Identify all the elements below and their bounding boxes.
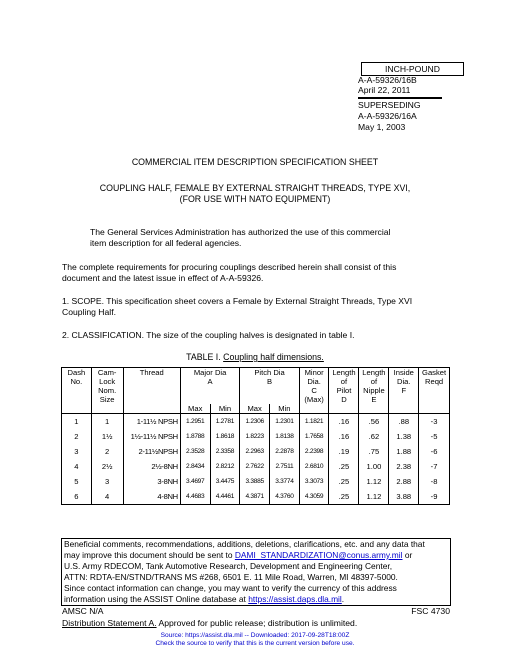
table-cell: 4.3871 <box>240 489 270 505</box>
table-cell: -7 <box>419 459 450 474</box>
document-date: April 22, 2011 <box>358 85 411 95</box>
table-cell: 4 <box>62 459 92 474</box>
major-max-label: Max <box>180 404 210 414</box>
table-cell: 2.38 <box>389 459 419 474</box>
table-cell: 4.3059 <box>299 489 329 505</box>
table-cell: 3.4475 <box>210 474 240 489</box>
table-subheader-row <box>62 404 450 414</box>
header-nipple: Length of Nipple E <box>359 368 389 405</box>
table-cell: 1.2301 <box>270 414 300 430</box>
table-cell: 4.3760 <box>270 489 300 505</box>
header-minor: Minor Dia. C (Max) <box>299 368 329 405</box>
superseded-date: May 1, 2003 <box>358 122 406 132</box>
table-cell: 1½-11½ NPSH <box>123 429 180 444</box>
table-cell: .25 <box>329 489 359 505</box>
table-cell: 2.8434 <box>180 459 210 474</box>
table-header-row <box>62 368 450 405</box>
table-cell: 2.2878 <box>270 444 300 459</box>
table-cell: 2 <box>62 429 92 444</box>
table-cell: .16 <box>329 414 359 430</box>
inch-pound-box: INCH-POUND <box>361 62 464 76</box>
assist-online-link[interactable]: https://assist.daps.dla.mil <box>248 594 342 604</box>
title-line-1: COMMERCIAL ITEM DESCRIPTION SPECIFICATION SHEET <box>131 157 379 167</box>
table-row <box>62 429 450 444</box>
superseded-id: A-A-59326/16A <box>358 111 417 121</box>
table-cell: -3 <box>419 414 450 430</box>
table-cell: 2.8212 <box>210 459 240 474</box>
table-cell: 1-11½ NPSH <box>123 414 180 430</box>
table-cell: 1.38 <box>389 429 419 444</box>
header-pilot: Length of Pilot D <box>329 368 359 405</box>
table-cell: 2.88 <box>389 474 419 489</box>
table-cell: 1½ <box>91 429 123 444</box>
source-line-1: Source: https://assist.dla.mil -- Downloaded: 2017-09-28T18:00Z <box>160 632 350 639</box>
header-dash: Dash No. <box>62 368 92 405</box>
table-row <box>62 489 450 505</box>
table-cell: 5 <box>62 474 92 489</box>
table-cell: 4.4683 <box>180 489 210 505</box>
table-cell: 4 <box>91 489 123 505</box>
table-cell: 3.3885 <box>240 474 270 489</box>
title-line-3: (FOR USE WITH NATO EQUIPMENT) <box>179 194 331 204</box>
distribution-statement <box>62 618 357 629</box>
table-cell: .25 <box>329 474 359 489</box>
table-cell: 1 <box>91 414 123 430</box>
header-pitch: Pitch Dia B <box>240 368 299 405</box>
table-cell: 1.8788 <box>180 429 210 444</box>
table-cell: 3 <box>62 444 92 459</box>
scope-line-1: 1. SCOPE. This specification sheet covers a Female by External Straight Threads, Type XVI <box>62 296 413 306</box>
standardization-email-link[interactable]: DAMI_STANDARDIZATION@conus.army.mil <box>234 550 403 560</box>
table-cell: 1.8138 <box>270 429 300 444</box>
table-cell: 2.3528 <box>180 444 210 459</box>
table-cell: 1.1821 <box>299 414 329 430</box>
table-cell: 1.12 <box>359 474 389 489</box>
comments-line-1: Beneficial comments, recommendations, additions, deletions, clarifications, etc. and any data that <box>64 539 425 549</box>
header-inside: Inside Dia. F <box>389 368 419 405</box>
table-cell: 2.2963 <box>240 444 270 459</box>
table-cell: 6 <box>62 489 92 505</box>
distribution-text: Approved for public release; distribution is unlimited. <box>156 618 358 628</box>
table-cell: -6 <box>419 444 450 459</box>
gsa-line-1: The General Services Administration has authorized the use of this commercial <box>90 227 391 237</box>
table-cell: 2.7622 <box>240 459 270 474</box>
table-cell: .88 <box>389 414 419 430</box>
table-cell: 2.2398 <box>299 444 329 459</box>
table-row <box>62 444 450 459</box>
table-cell: -5 <box>419 429 450 444</box>
document-id: A-A-59326/16B <box>358 75 417 85</box>
table-cell: 3-8NH <box>123 474 180 489</box>
pitch-min-label: Min <box>270 404 300 414</box>
table-cell: 2.3358 <box>210 444 240 459</box>
table-cell: -8 <box>419 474 450 489</box>
comments-line-5: Since contact information can change, you may want to verify the currency of this address <box>64 583 397 593</box>
table-cell: .19 <box>329 444 359 459</box>
superseding-label: SUPERSEDING <box>358 100 421 110</box>
amsc-label: AMSC N/A <box>62 606 104 616</box>
classification-line: 2. CLASSIFICATION. The size of the coupling halves is designated in table I. <box>62 330 355 340</box>
fsc-label: FSC 4730 <box>411 606 450 616</box>
table-cell: .62 <box>359 429 389 444</box>
header-camlock: Cam- Lock Nom. Size <box>91 368 123 405</box>
title-line-2: COUPLING HALF, FEMALE BY EXTERNAL STRAIGHT THREADS, TYPE XVI, <box>99 183 411 193</box>
table-cell: 3 <box>91 474 123 489</box>
table-cell: 1 <box>62 414 92 430</box>
table-cell: 1.12 <box>359 489 389 505</box>
table-cell: 3.4697 <box>180 474 210 489</box>
table-cell: 2½-8NH <box>123 459 180 474</box>
table-cell: 2.6810 <box>299 459 329 474</box>
table-cell: 1.00 <box>359 459 389 474</box>
table-caption-title: Coupling half dimensions. <box>223 352 324 362</box>
header-thread: Thread <box>123 368 180 405</box>
table-cell: 1.8618 <box>210 429 240 444</box>
table-cell: 1.2306 <box>240 414 270 430</box>
header-gasket: Gasket Reqd <box>419 368 450 405</box>
comments-line-2: may improve this document should be sent to DAMI_STANDARDIZATION@conus.army.mil or <box>64 550 413 560</box>
table-caption-prefix: TABLE I. <box>186 352 221 362</box>
table-cell: 4.4461 <box>210 489 240 505</box>
requirements-line-1: The complete requirements for procuring couplings described herein shall consist of this <box>62 262 397 272</box>
table-row <box>62 414 450 430</box>
major-min-label: Min <box>210 404 240 414</box>
table-cell: .75 <box>359 444 389 459</box>
comments-text <box>64 539 449 605</box>
table-caption <box>0 352 510 363</box>
comments-line-3: U.S. Army RDECOM, Tank Automotive Research, Development and Engineering Center, <box>64 561 393 571</box>
table-cell: -9 <box>419 489 450 505</box>
table-cell: .25 <box>329 459 359 474</box>
source-line-2: Check the source to verify that this is the current version before use. <box>155 640 355 647</box>
table-cell: 1.2951 <box>180 414 210 430</box>
header-rule <box>358 97 442 99</box>
table-cell: 2.7511 <box>270 459 300 474</box>
pitch-max-label: Max <box>240 404 270 414</box>
table-cell: 4-8NH <box>123 489 180 505</box>
table-cell: .56 <box>359 414 389 430</box>
table-cell: 1.8223 <box>240 429 270 444</box>
table-row <box>62 474 450 489</box>
source-watermark <box>0 632 510 648</box>
table-cell: 3.3073 <box>299 474 329 489</box>
coupling-dimensions-table <box>61 367 450 505</box>
gsa-line-2: item description for all federal agencies. <box>90 238 242 248</box>
table-row <box>62 459 450 474</box>
table-cell: 2½ <box>91 459 123 474</box>
table-cell: 2-11½NPSH <box>123 444 180 459</box>
header-major: Major Dia A <box>180 368 239 405</box>
requirements-line-2: document and the latest issue in effect of A-A-59326. <box>62 273 264 283</box>
table-cell: 1.88 <box>389 444 419 459</box>
table-cell: 3.88 <box>389 489 419 505</box>
distribution-label: Distribution Statement A. <box>62 618 157 628</box>
scope-line-2: Coupling Half. <box>62 307 116 317</box>
table-cell: 1.2781 <box>210 414 240 430</box>
table-cell: 2 <box>91 444 123 459</box>
comments-line-4: ATTN: RDTA-EN/STND/TRANS MS #268, 6501 E. 11 Mile Road, Warren, MI 48397-5000. <box>64 572 398 582</box>
table-cell: .16 <box>329 429 359 444</box>
comments-line-6: information using the ASSIST Online database at https://assist.daps.dla.mil. <box>64 594 345 604</box>
table-cell: 1.7658 <box>299 429 329 444</box>
table-cell: 3.3774 <box>270 474 300 489</box>
